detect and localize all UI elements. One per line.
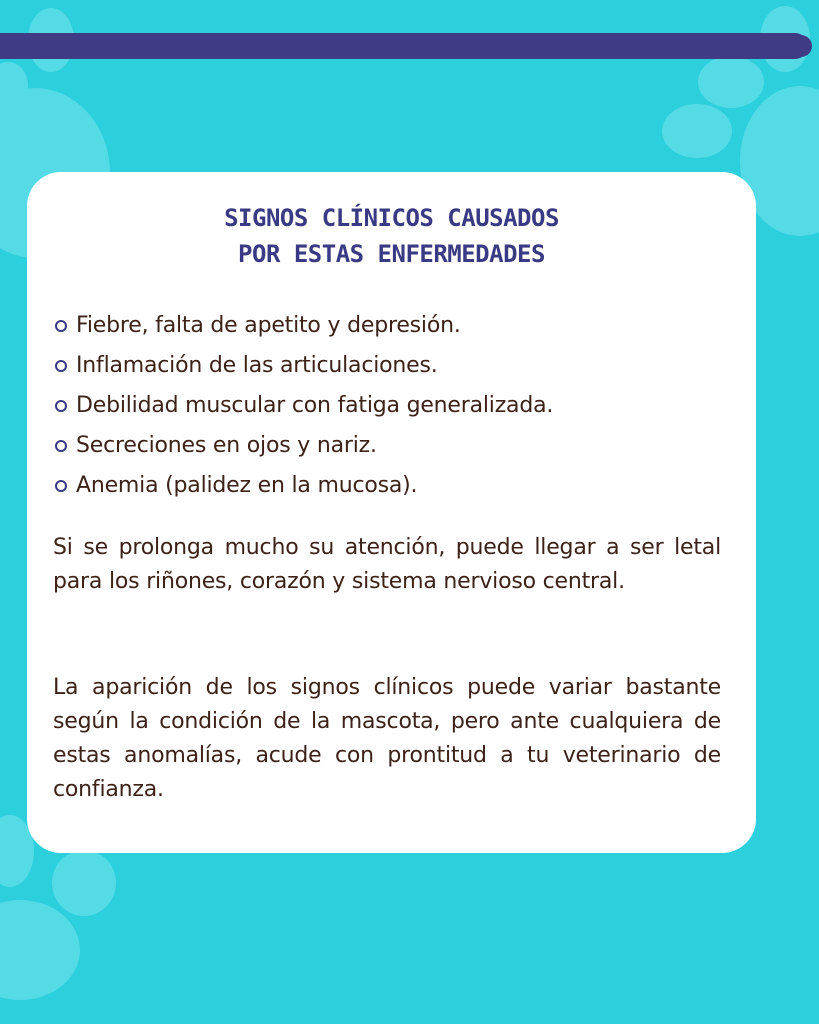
circle-bullet-icon: [55, 480, 67, 492]
list-item-text: Inflamación de las articulaciones.: [76, 353, 438, 378]
circle-bullet-icon: [55, 320, 67, 332]
vet-advice-paragraph: La aparición de los signos clínicos puede variar bastante según la condición de la mascota, pero ante cualquiera de estas anomalías, acude con prontitud a tu veterinario de confianza.: [53, 675, 721, 802]
paw-print-decoration: [52, 850, 116, 916]
list-item: [55, 466, 553, 506]
circle-bullet-icon: [55, 440, 67, 452]
paw-print-decoration: [662, 104, 732, 158]
list-item-text: Debilidad muscular con fatiga generalizada.: [76, 393, 554, 418]
title-line-2: POR ESTAS ENFERMEDADES: [238, 240, 545, 268]
paw-print-decoration: [698, 56, 764, 108]
prolonged-risk-paragraph: Si se prolonga mucho su atención, puede llegar a ser letal para los riñones, corazón y sistema nervioso central.: [53, 535, 721, 594]
list-item: [55, 386, 553, 426]
list-item-text: Secreciones en ojos y nariz.: [76, 433, 377, 458]
paw-print-decoration: [0, 900, 80, 1000]
list-item-text: Anemia (palidez en la mucosa).: [76, 473, 418, 498]
top-decorative-bar: [0, 33, 808, 59]
title-line-1: SIGNOS CLÍNICOS CAUSADOS: [224, 204, 559, 232]
list-item: [55, 306, 553, 346]
list-item-text: Fiebre, falta de apetito y depresión.: [76, 313, 461, 338]
page-title: [27, 200, 756, 272]
content-card: [27, 172, 756, 853]
circle-bullet-icon: [55, 400, 67, 412]
symptoms-list: [55, 306, 553, 506]
circle-bullet-icon: [55, 360, 67, 372]
list-item: [55, 426, 553, 466]
list-item: [55, 346, 553, 386]
